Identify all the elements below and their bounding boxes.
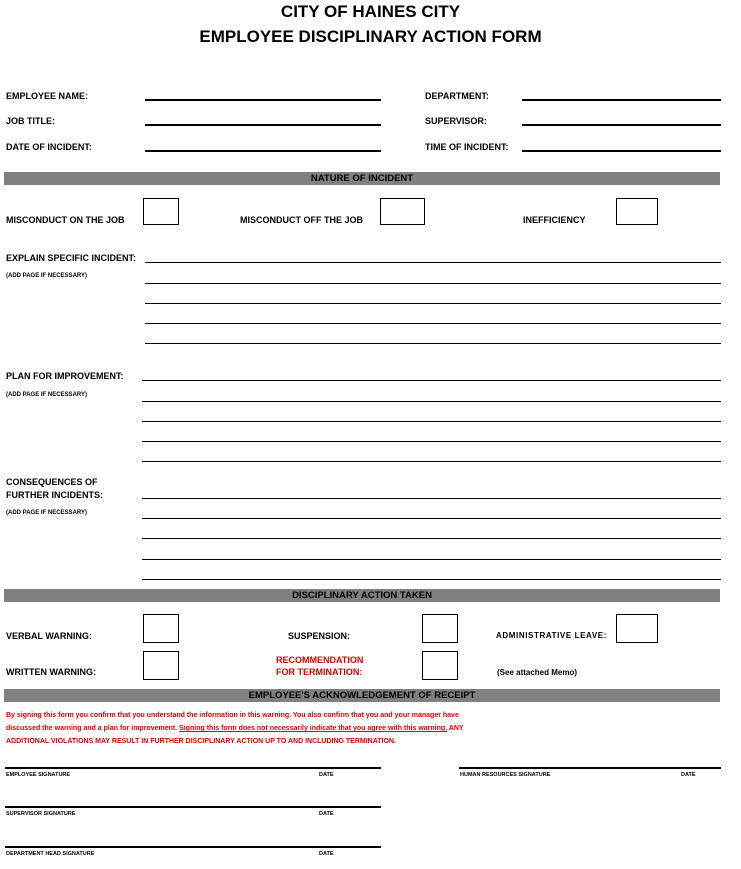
- recommendation-label-line2: FOR TERMINATION:: [276, 667, 363, 677]
- form-title-line1: CITY OF HAINES CITY: [280, 2, 461, 21]
- job-title-field[interactable]: [145, 124, 381, 126]
- plan-improvement-label: PLAN FOR IMPROVEMENT:: [6, 371, 124, 381]
- explain-line[interactable]: [145, 323, 721, 324]
- recommendation-label-line1: RECOMMENDATION: [276, 655, 364, 665]
- consequences-line[interactable]: [142, 559, 721, 560]
- inefficiency-label: INEFFICIENCY: [523, 215, 586, 225]
- nature-of-incident-header: [4, 172, 720, 185]
- employee-signature-line[interactable]: [5, 767, 381, 769]
- employee-signature-label: EMPLOYEE SIGNATURE: [6, 772, 71, 778]
- administrative-leave-checkbox[interactable]: [616, 614, 658, 643]
- department-field[interactable]: [522, 99, 721, 101]
- administrative-leave-label: ADMINISTRATIVE LEAVE:: [496, 631, 607, 640]
- form-title-line2: EMPLOYEE DISCIPLINARY ACTION FORM: [199, 27, 542, 46]
- hr-date-label: DATE: [681, 772, 696, 778]
- department-head-signature-label: DEPARTMENT HEAD SIGNATURE: [6, 851, 95, 857]
- plan-line[interactable]: [142, 380, 721, 381]
- notice-line2-b: Signing this form does not necessarily indicate that you agree with this warning.: [179, 725, 448, 732]
- time-of-incident-field[interactable]: [522, 150, 721, 152]
- department-head-signature-line[interactable]: [5, 846, 381, 848]
- written-warning-label: WRITTEN WARNING:: [6, 667, 96, 677]
- plan-line[interactable]: [142, 461, 721, 462]
- consequences-line[interactable]: [142, 498, 721, 499]
- consequences-add-page-note: (ADD PAGE IF NECESSARY): [6, 510, 88, 516]
- suspension-label: SUSPENSION:: [288, 631, 351, 641]
- consequences-line[interactable]: [142, 579, 721, 580]
- consequences-label-line2: FURTHER INCIDENTS:: [6, 490, 103, 500]
- disciplinary-action-title: DISCIPLINARY ACTION TAKEN: [292, 590, 432, 601]
- employee-name-field[interactable]: [145, 99, 381, 101]
- time-of-incident-label: TIME OF INCIDENT:: [425, 142, 509, 152]
- verbal-warning-checkbox[interactable]: [143, 614, 179, 643]
- hr-signature-label: HUMAN RESOURCES SIGNATURE: [460, 772, 551, 778]
- explain-line[interactable]: [145, 283, 721, 284]
- department-head-date-label: DATE: [319, 851, 334, 857]
- consequences-line[interactable]: [142, 538, 721, 539]
- explain-add-page-note: (ADD PAGE IF NECESSARY): [6, 273, 88, 279]
- consequences-label-line1: CONSEQUENCES OF: [6, 477, 98, 487]
- nature-of-incident-title: NATURE OF INCIDENT: [310, 173, 414, 184]
- plan-line[interactable]: [142, 401, 721, 402]
- inefficiency-checkbox[interactable]: [616, 198, 658, 225]
- misconduct-off-job-checkbox[interactable]: [380, 198, 425, 225]
- written-warning-checkbox[interactable]: [143, 651, 179, 680]
- disciplinary-action-header: [4, 589, 720, 602]
- date-of-incident-label: DATE OF INCIDENT:: [6, 142, 92, 152]
- plan-add-page-note: (ADD PAGE IF NECESSARY): [6, 392, 88, 398]
- job-title-label: JOB TITLE:: [6, 116, 55, 126]
- misconduct-on-job-label: MISCONDUCT ON THE JOB: [6, 215, 125, 225]
- explain-line[interactable]: [145, 343, 721, 344]
- termination-checkbox[interactable]: [422, 651, 458, 680]
- explain-incident-label: EXPLAIN SPECIFIC INCIDENT:: [6, 253, 137, 263]
- notice-line1: By signing this form you confirm that you understand the information in this warning. You also confirm that you and your manager have: [6, 712, 459, 719]
- plan-line[interactable]: [142, 441, 721, 442]
- misconduct-off-job-label: MISCONDUCT OFF THE JOB: [240, 215, 363, 225]
- explain-line[interactable]: [145, 303, 721, 304]
- notice-line2: [6, 722, 721, 735]
- suspension-checkbox[interactable]: [422, 614, 458, 643]
- date-of-incident-field[interactable]: [145, 150, 381, 152]
- consequences-line[interactable]: [142, 518, 721, 519]
- acknowledgement-header: [4, 689, 720, 702]
- acknowledgement-title: EMPLOYEE'S ACKNOWLEDGEMENT OF RECEIPT: [248, 690, 476, 701]
- employee-date-label: DATE: [319, 772, 334, 778]
- supervisor-signature-label: SUPERVISOR SIGNATURE: [6, 811, 76, 817]
- supervisor-signature-line[interactable]: [5, 806, 381, 808]
- supervisor-label: SUPERVISOR:: [425, 116, 487, 126]
- notice-line2-a: discussed the warning and a plan for improvement.: [6, 725, 178, 732]
- notice-line2-c: ANY: [448, 725, 464, 732]
- department-label: DEPARTMENT:: [425, 91, 489, 101]
- see-attached-memo-note: (See attached Memo): [497, 668, 578, 677]
- acknowledgement-notice: [6, 709, 721, 748]
- notice-line3: ADDITIONAL VIOLATIONS MAY RESULT IN FURTHER DISCIPLINARY ACTION UP TO AND INCLUDING TERMINATION.: [6, 738, 396, 745]
- explain-line[interactable]: [145, 262, 721, 263]
- verbal-warning-label: VERBAL WARNING:: [6, 631, 92, 641]
- employee-name-label: EMPLOYEE NAME:: [6, 91, 89, 101]
- plan-line[interactable]: [142, 421, 721, 422]
- hr-signature-line[interactable]: [459, 767, 721, 769]
- supervisor-field[interactable]: [522, 124, 721, 126]
- misconduct-on-job-checkbox[interactable]: [143, 198, 179, 225]
- supervisor-date-label: DATE: [319, 811, 334, 817]
